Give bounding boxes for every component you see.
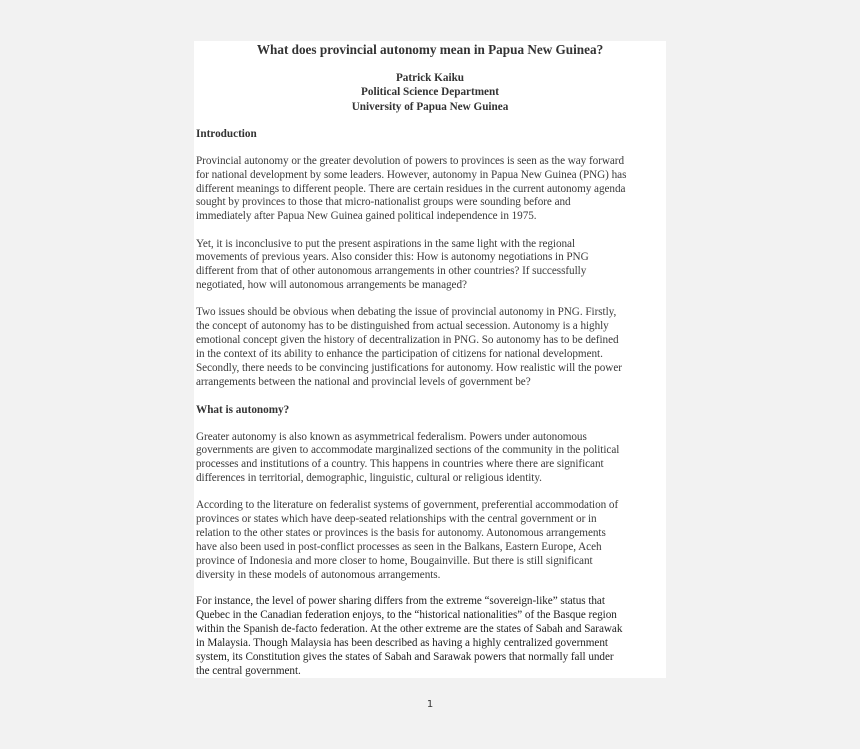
text-line: negotiated, how will autonomous arrangements be managed?: [196, 279, 467, 292]
paragraph: [196, 595, 664, 678]
text-line: movements of previous years. Also consider this: How is autonomy negotiations in PNG: [196, 251, 589, 264]
paragraph: [196, 306, 664, 389]
author-department: Political Science Department: [361, 86, 499, 99]
text-line: different from that of other autonomous arrangements in other countries? If successfully: [196, 265, 587, 278]
text-line: arrangements between the national and provincial levels of government be?: [196, 375, 531, 388]
text-line: in the context of its ability to enhance the participation of citizens for national development.: [196, 348, 603, 361]
text-line: in Malaysia. Though Malaysia has been described as having a highly centralized government: [196, 637, 608, 650]
text-line: For instance, the level of power sharing differs from the extreme “sovereign-like” status that: [196, 595, 605, 608]
text-line: relation to the other states or provinces is the basis for autonomy. Autonomous arrangements: [196, 527, 606, 540]
text-line: system, its Constitution gives the states of Sabah and Sarawak powers that normally fall under: [196, 650, 614, 663]
paragraph: [196, 238, 664, 293]
text-line: diversity in these models of autonomous arrangements.: [196, 568, 441, 581]
document-page: [194, 41, 666, 678]
text-line: Quebec in the Canadian federation enjoys, to the “historical nationalities” of the Basque region: [196, 609, 617, 622]
text-line: According to the literature on federalist systems of government, preferential accommodation of: [196, 499, 619, 512]
text-line: within the Spanish de-facto federation. At the other extreme are the states of Sabah and Sarawak: [196, 623, 623, 636]
text-line: Greater autonomy is also known as asymmetrical federalism. Powers under autonomous: [196, 430, 587, 443]
text-line: immediately after Papua New Guinea gained political independence in 1975.: [196, 210, 537, 223]
author-name: Patrick Kaiku: [395, 72, 465, 84]
text-line: Provincial autonomy or the greater devolution of powers to provinces is seen as the way forward: [196, 154, 625, 167]
text-line: Two issues should be obvious when debating the issue of provincial autonomy in PNG. Firstly,: [196, 306, 617, 319]
paragraph: [196, 431, 664, 486]
text-line: provinces or states which have deep-seated relationships with the central government or in: [196, 513, 597, 526]
paragraph: [196, 155, 664, 224]
text-line: have also been used in post-conflict processes as seen in the Balkans, Eastern Europe, Aceh: [196, 540, 602, 553]
text-line: governments are given to accommodate marginalized sections of the community in the political: [196, 444, 620, 457]
text-line: Yet, it is inconclusive to put the present aspirations in the same light with the regional: [196, 237, 576, 250]
section-heading-introduction: Introduction: [196, 127, 257, 140]
document-title: What does provincial autonomy mean in Papua New Guinea?: [256, 42, 604, 57]
text-line: for national development by some leaders. However, autonomy in Papua New Guinea (PNG) has: [196, 168, 627, 181]
section-heading-what-is-autonomy: What is autonomy?: [196, 403, 290, 416]
text-line: Secondly, there needs to be convincing justifications for autonomy. How realistic will the power: [196, 361, 622, 374]
text-line: the concept of autonomy has to be distinguished from actual secession. Autonomy is a highly: [196, 320, 609, 333]
text-line: different meanings to different people. There are certain residues in the current autonomy agenda: [196, 182, 626, 195]
paragraph: [196, 499, 664, 582]
text-line: processes and institutions of a country. This happens in countries where there are significant: [196, 458, 604, 471]
page-number: 1: [426, 699, 434, 710]
text-line: the central government.: [196, 664, 301, 677]
text-line: province of Indonesia and more closer to home, Bougainville. But there is still significant: [196, 554, 593, 567]
text-line: sought by provinces to those that micro-nationalist groups were sounding before and: [196, 196, 571, 209]
text-line: differences in territorial, demographic, linguistic, cultural or religious identity.: [196, 472, 542, 485]
author-block: [196, 71, 664, 114]
text-line: emotional concept given the history of decentralization in PNG. So autonomy has to be defined: [196, 334, 619, 347]
author-university: University of Papua New Guinea: [351, 100, 509, 113]
